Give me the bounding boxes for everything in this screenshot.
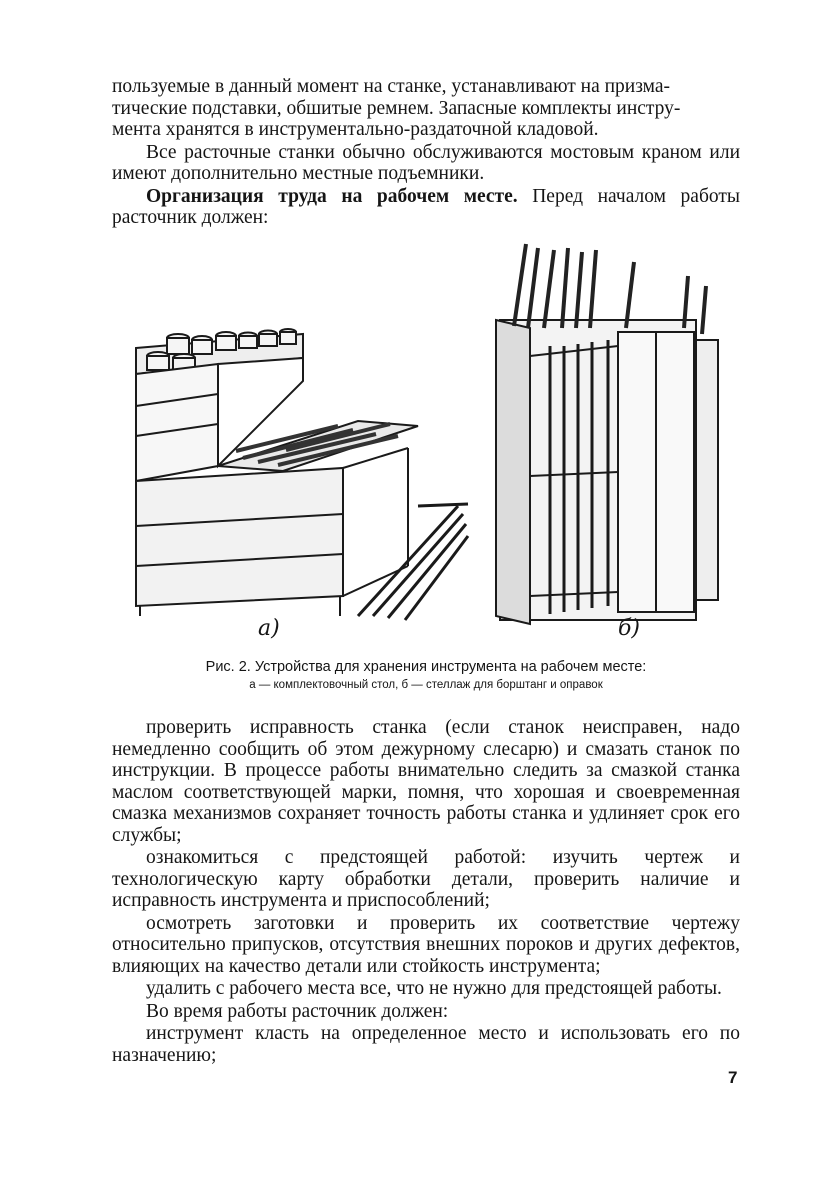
paragraph-during-work: Во время работы расточник должен: xyxy=(146,1000,449,1022)
figure-caption xyxy=(112,658,740,693)
caption-legend: а — комплектовочный стол, б — стеллаж для борштанг и оправок xyxy=(249,679,603,691)
list-item-tool-placement: инструмент класть на определенное место и использовать его по назначению; xyxy=(112,1023,740,1066)
text-line: тические подставки, обшитые ремнем. Запасные комплекты инстру- xyxy=(112,97,681,119)
bottom-text-block xyxy=(112,717,740,1066)
caption-title: Рис. 2. Устройства для хранения инструмента на рабочем месте: xyxy=(205,659,647,675)
assembly-table-drawing xyxy=(136,329,468,620)
top-text-block xyxy=(112,76,740,229)
list-item-inspect-blanks: осмотреть заготовки и проверить их соответствие чертежу относительно припусков, отсутствия внешних пороков и других дефектов, влияющих на качество детали или стойкость инструмента; xyxy=(112,912,740,977)
list-item-study-drawing: ознакомиться с предстоящей работой: изучить чертеж и технологическую карту обработки детали, проверить наличие и исправность инструмента и приспособлений; xyxy=(112,847,740,911)
list-item-clear-workplace: удалить с рабочего места все, что не нужно для предстоящей работы. xyxy=(146,978,722,999)
text-line: пользуемые в данный момент на станке, устанавливают на призма- xyxy=(112,76,671,97)
figure-illustration xyxy=(118,236,728,648)
section-heading: Организация труда на рабочем месте. xyxy=(146,185,518,207)
paragraph-crane: Все расточные станки обычно обслуживаются мостовым краном или имеют дополнительно местные подъемники. xyxy=(112,141,740,184)
paragraph-organization xyxy=(112,186,740,229)
figure-label-b: б) xyxy=(618,616,641,641)
figure-2 xyxy=(118,236,728,648)
figure-label-a: а) xyxy=(258,616,280,641)
section-lead: Перед началом работы расточник должен: xyxy=(112,185,740,228)
list-item-check-machine: проверить исправность станка (если станок неисправен, надо немедленно сообщить об этом дежурному слесарю) и смазать станок по инструкции. В процессе работы внимательно следить за смазкой станка маслом соответствующей марки, помня, что хорошая и своевременная смазка механизмов сохраняет точность работы станка и удлиняет срок его службы; xyxy=(112,717,740,846)
text-line: мента хранятся в инструментально-раздаточной кладовой. xyxy=(112,119,599,140)
boring-bar-rack-drawing xyxy=(496,244,718,624)
page-number: 7 xyxy=(728,1068,738,1087)
